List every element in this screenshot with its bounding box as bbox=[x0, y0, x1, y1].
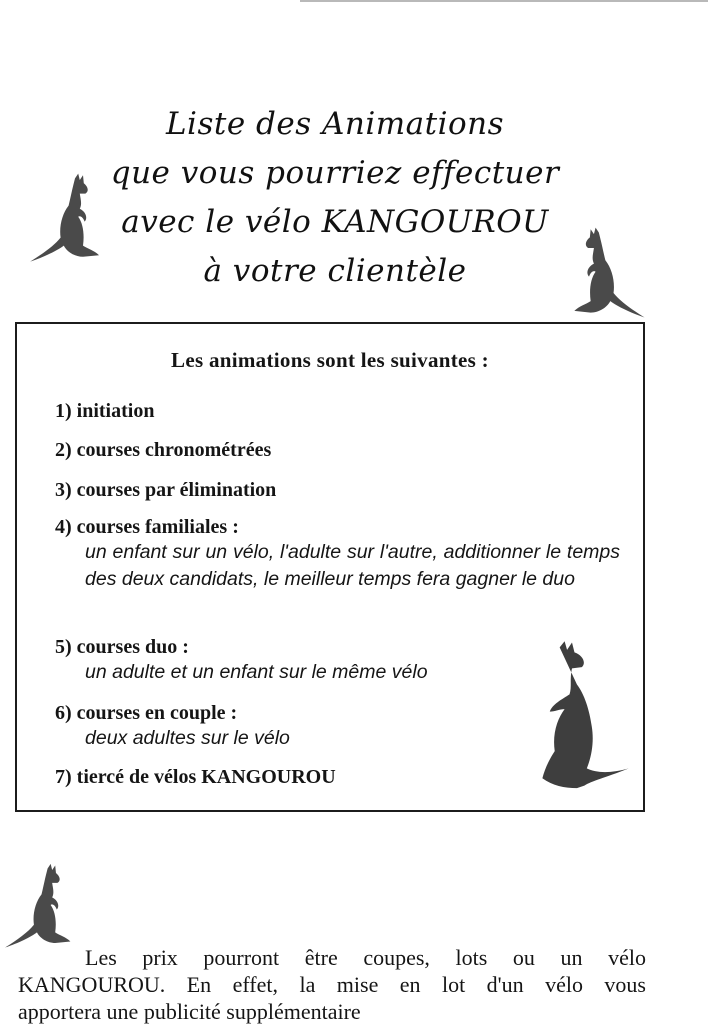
footer-line-1: Les prix pourront être coupes, lots ou un vélo bbox=[85, 945, 646, 970]
list-item bbox=[55, 439, 635, 462]
kangaroo-icon bbox=[510, 640, 634, 798]
footer-line-3: apportera une publicité supplémentaire bbox=[18, 999, 361, 1024]
title-line-3: avec le vélo KANGOUROU bbox=[121, 204, 549, 240]
item-heading: 2) courses chronométrées bbox=[55, 439, 272, 461]
item-heading: 4) courses familiales : bbox=[55, 516, 239, 538]
list-item bbox=[55, 516, 635, 593]
item-description: deux adultes sur le vélo bbox=[85, 727, 290, 749]
title-line-1: Liste des Animations bbox=[165, 106, 505, 142]
title-line-4: à votre clientèle bbox=[203, 253, 467, 289]
item-heading: 1) initiation bbox=[55, 400, 155, 422]
title-line-2: que vous pourriez effectuer bbox=[110, 155, 560, 191]
item-heading: 3) courses par élimination bbox=[55, 479, 277, 501]
item-description: un adulte et un enfant sur le même vélo bbox=[85, 661, 428, 683]
list-item bbox=[55, 400, 635, 423]
list-item bbox=[55, 479, 635, 502]
prizes-paragraph bbox=[18, 944, 646, 1025]
item-heading: 7) tiercé de vélos KANGOUROU bbox=[55, 766, 336, 788]
footer-line-2: KANGOUROU. En effet, la mise en lot d'un vélo vous bbox=[18, 972, 646, 997]
item-heading: 6) courses en couple : bbox=[55, 702, 238, 724]
top-rule bbox=[300, 0, 708, 2]
item-description: un enfant sur un vélo, l'adulte sur l'autre, additionner le temps des deux candidats, le meilleur temps fera gagner le duo bbox=[85, 541, 620, 590]
kangaroo-icon bbox=[2, 862, 78, 954]
kangaroo-icon bbox=[26, 172, 108, 268]
box-heading: Les animations sont les suivantes : bbox=[171, 348, 489, 372]
item-heading: 5) courses duo : bbox=[55, 636, 189, 658]
page-title bbox=[100, 100, 570, 296]
kangaroo-icon bbox=[566, 226, 648, 324]
